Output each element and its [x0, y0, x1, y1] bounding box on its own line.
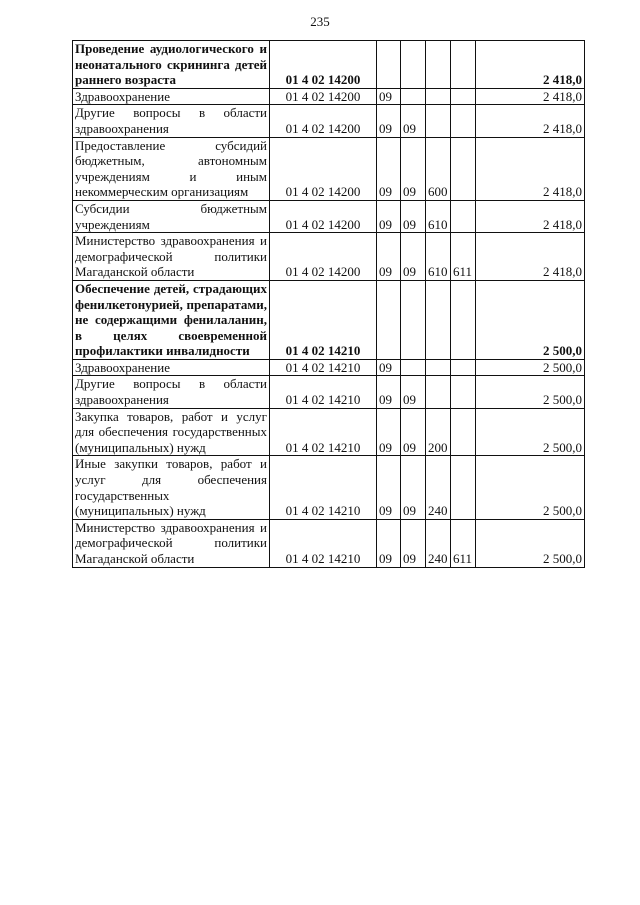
row-sum: 2 500,0	[476, 376, 585, 408]
row-section	[377, 41, 401, 89]
row-sum: 2 418,0	[476, 137, 585, 200]
row-ministry-code	[451, 137, 476, 200]
row-target-code: 01 4 02 14200	[270, 200, 377, 232]
table-row	[73, 519, 585, 567]
row-ministry-code	[451, 41, 476, 89]
row-ministry-code: 611	[451, 233, 476, 281]
table-row	[73, 359, 585, 376]
row-name: Предоставление субсидий бюджетным, автономным учреждениям и иным некоммерческим организациям	[73, 137, 270, 200]
row-section: 09	[377, 88, 401, 105]
row-subsection: 09	[401, 408, 426, 456]
row-subsection: 09	[401, 137, 426, 200]
row-subsection: 09	[401, 456, 426, 519]
row-sum: 2 500,0	[476, 359, 585, 376]
row-section: 09	[377, 359, 401, 376]
row-subsection	[401, 359, 426, 376]
row-section: 09	[377, 200, 401, 232]
row-ministry-code	[451, 376, 476, 408]
row-ministry-code	[451, 280, 476, 359]
row-expense-type: 610	[426, 200, 451, 232]
row-name: Закупка товаров, работ и услуг для обеспечения государственных (муниципальных) нужд	[73, 408, 270, 456]
row-section: 09	[377, 137, 401, 200]
row-target-code: 01 4 02 14200	[270, 41, 377, 89]
row-name: Здравоохранение	[73, 88, 270, 105]
page-number: 235	[310, 14, 330, 29]
row-subsection: 09	[401, 105, 426, 137]
table-row	[73, 41, 585, 89]
row-subsection: 09	[401, 233, 426, 281]
row-section: 09	[377, 233, 401, 281]
row-expense-type	[426, 359, 451, 376]
row-subsection	[401, 280, 426, 359]
row-expense-type: 200	[426, 408, 451, 456]
table-row	[73, 376, 585, 408]
row-sum: 2 418,0	[476, 88, 585, 105]
table-row	[73, 280, 585, 359]
row-name: Здравоохранение	[73, 359, 270, 376]
row-expense-type	[426, 41, 451, 89]
row-target-code: 01 4 02 14210	[270, 456, 377, 519]
row-name: Проведение аудиологического и неонатального скрининга детей раннего возраста	[73, 41, 270, 89]
row-ministry-code	[451, 200, 476, 232]
row-ministry-code	[451, 88, 476, 105]
row-target-code: 01 4 02 14200	[270, 88, 377, 105]
row-sum: 2 500,0	[476, 456, 585, 519]
row-name: Другие вопросы в области здравоохранения	[73, 105, 270, 137]
row-name: Иные закупки товаров, работ и услуг для обеспечения государственных (муниципальных) нужд	[73, 456, 270, 519]
row-target-code: 01 4 02 14200	[270, 105, 377, 137]
row-target-code: 01 4 02 14210	[270, 376, 377, 408]
row-subsection: 09	[401, 200, 426, 232]
row-sum: 2 418,0	[476, 200, 585, 232]
row-sum: 2 418,0	[476, 233, 585, 281]
row-name: Министерство здравоохранения и демографической политики Магаданской области	[73, 519, 270, 567]
row-sum: 2 500,0	[476, 408, 585, 456]
table-row	[73, 88, 585, 105]
row-sum: 2 500,0	[476, 519, 585, 567]
table-row	[73, 137, 585, 200]
row-ministry-code	[451, 456, 476, 519]
row-name: Другие вопросы в области здравоохранения	[73, 376, 270, 408]
table-row	[73, 200, 585, 232]
row-sum: 2 418,0	[476, 105, 585, 137]
row-target-code: 01 4 02 14210	[270, 280, 377, 359]
table-row	[73, 408, 585, 456]
budget-table	[72, 40, 585, 568]
row-sum: 2 500,0	[476, 280, 585, 359]
row-section: 09	[377, 408, 401, 456]
table-row	[73, 233, 585, 281]
row-expense-type: 610	[426, 233, 451, 281]
table-row	[73, 105, 585, 137]
row-expense-type: 240	[426, 456, 451, 519]
row-subsection: 09	[401, 376, 426, 408]
row-section: 09	[377, 456, 401, 519]
row-name: Субсидии бюджетным учреждениям	[73, 200, 270, 232]
row-target-code: 01 4 02 14200	[270, 233, 377, 281]
row-target-code: 01 4 02 14210	[270, 519, 377, 567]
row-ministry-code	[451, 359, 476, 376]
row-subsection	[401, 41, 426, 89]
row-target-code: 01 4 02 14210	[270, 359, 377, 376]
row-ministry-code	[451, 105, 476, 137]
row-ministry-code: 611	[451, 519, 476, 567]
row-subsection	[401, 88, 426, 105]
row-expense-type	[426, 88, 451, 105]
table-row	[73, 456, 585, 519]
row-target-code: 01 4 02 14210	[270, 408, 377, 456]
row-ministry-code	[451, 408, 476, 456]
row-subsection: 09	[401, 519, 426, 567]
row-expense-type: 240	[426, 519, 451, 567]
row-name: Министерство здравоохранения и демографической политики Магаданской области	[73, 233, 270, 281]
row-sum: 2 418,0	[476, 41, 585, 89]
row-name: Обеспечение детей, страдающих фенилкетонурией, препаратами, не содержащими фенилаланин, в целях своевременной профилактики инвалидности	[73, 280, 270, 359]
row-expense-type: 600	[426, 137, 451, 200]
row-expense-type	[426, 376, 451, 408]
row-section: 09	[377, 105, 401, 137]
row-section	[377, 280, 401, 359]
row-section: 09	[377, 376, 401, 408]
row-expense-type	[426, 280, 451, 359]
row-section: 09	[377, 519, 401, 567]
row-target-code: 01 4 02 14200	[270, 137, 377, 200]
row-expense-type	[426, 105, 451, 137]
